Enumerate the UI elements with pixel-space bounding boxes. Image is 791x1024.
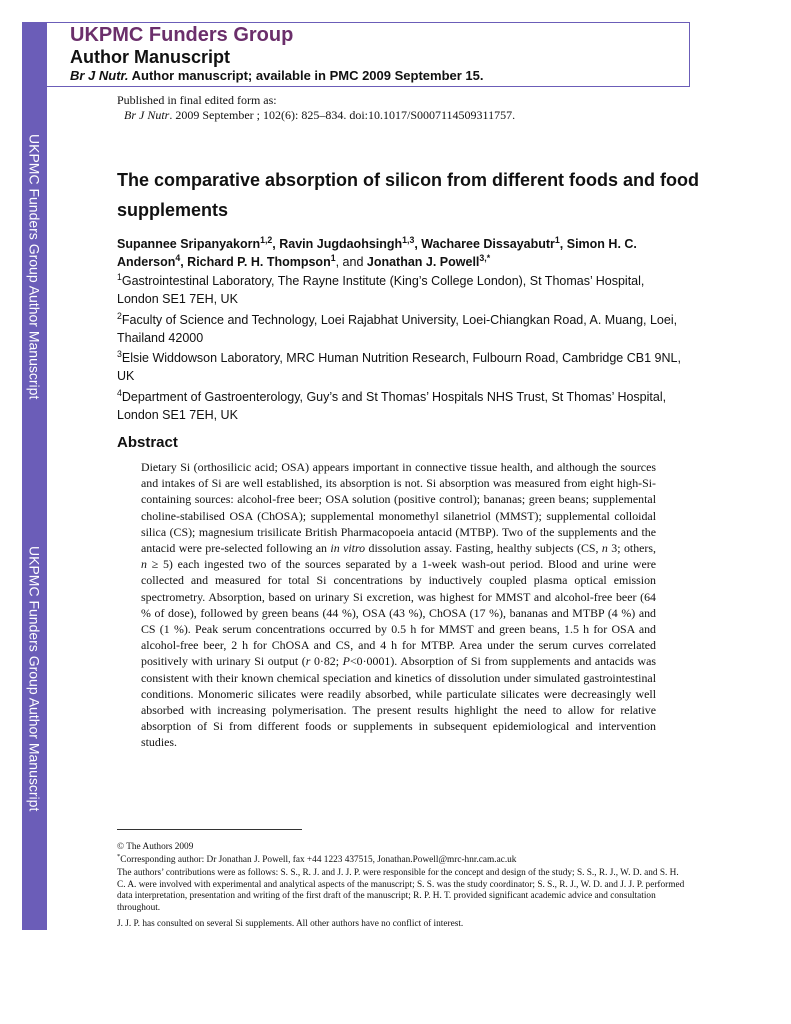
- published-details: . 2009 September ; 102(6): 825–834. doi:10.1017/S0007114509311757.: [169, 108, 516, 122]
- conflict-note: J. J. P. has consulted on several Si supplements. All other authors have no conflict of interest.: [117, 919, 464, 929]
- author-name: Jonathan J. Powell: [366, 255, 480, 269]
- left-sidebar-band: [22, 22, 47, 930]
- author-name: Wacharee Dissayabutr: [421, 237, 555, 251]
- abstract-body: Dietary Si (orthosilicic acid; OSA) appears important in connective tissue health, and although the sources and intakes of Si are well established, its absorption is not. Si absorption was measured from eight high-Si-containing sources: alcohol-free beer; OSA solution (positive control); bananas; green beans; supplemental choline-stabilised OSA (ChOSA); supplemental monomethyl silanetriol (MMST); supplemental colloidal silica (CS); magnesium trisilicate British Pharmacopoeia antacid (MTBP). Two of the supplements and the antacid were pre-selected following an in vitro dissolution assay. Fasting, healthy subjects (CS, n 3; others, n ≥ 5) each ingested two of the sources separated by a 1-week wash-out period. Blood and urine were collected and measured for total Si concentrations by inductively coupled plasma optical emission spectrometry. Absorption, based on urinary Si excretion, was highest for MMST and alcohol-free beer (64 % of dose), followed by green beans (44 %), OSA (43 %), ChOSA (17 %), bananas and MTBP (4 %) and CS (1 %). Peak serum concentrations occurred by 0.5 h for MMST and green beans, 1.5 h for OSA and alcohol-free beer, 2 h for ChOSA and CS, and 4 h for MTBP. Area under the serum curves correlated positively with urinary Si output (r 0·82; P<0·0001). Absorption of Si from supplements and antacids was consistent with their known chemical speciation and kinetics of dissolution under simulated gastrointestinal conditions. Monomeric silicates were readily absorbed, while particulate silicates were decreasingly well absorbed with increasing polymerisation. The present results highlight the need to allow for relative absorption of Si from different foods or supplements in subsequent epidemiological and intervention studies.: [141, 460, 656, 750]
- sidebar-label-top: UKPMC Funders Group Author Manuscript: [26, 134, 43, 400]
- published-journal: Br J Nutr: [124, 108, 170, 122]
- author-sup: 3,*: [479, 252, 491, 263]
- funders-group-title: UKPMC Funders Group: [70, 24, 294, 46]
- affiliation: $^3$Elsie Widdowson Laboratory, MRC Human Nutrition Research, Fulbourn Road, Cambridge CB1 9NL, UK: [117, 348, 681, 383]
- author-sup: 1: [554, 234, 560, 245]
- header-journal: Br J Nutr.: [70, 68, 129, 83]
- author-sup: 1: [330, 252, 336, 263]
- author-name: Richard P. H. Thompson: [187, 255, 331, 269]
- article-title: The comparative absorption of silicon from different foods and food supplements: [117, 170, 700, 220]
- affiliation: $^2$Faculty of Science and Technology, Loei Rajabhat University, Loei-Chiangkan Road, A. Muang, Loei, Thailand 42000: [117, 310, 678, 345]
- author-list: Supannee Sripanyakorn$^{1,2}$, Ravin Jugdaohsingh$^{1,3}$, Wacharee Dissayabutr$^1$, Simon H. C. Anderson$^4$, Richard P. H. Thompson$^1$, and Jonathan J. Powell$^{3,*}$: [117, 234, 637, 269]
- availability-line: [70, 68, 483, 83]
- corresponding-author-note: *Corresponding author: Dr Jonathan J. Powell, fax +44 1223 437515, Jonathan.Powell@mrc-hnr.cam.ac.uk: [117, 852, 517, 865]
- manuscript-type: Author Manuscript: [70, 47, 230, 67]
- affiliation: $^4$Department of Gastroenterology, Guy’s and St Thomas’ Hospitals NHS Trust, St Thomas’ Hospital, London SE1 7EH, UK: [117, 387, 667, 422]
- contributions-note: The authors’ contributions were as follows: S. S., R. J. and J. J. P. were responsible for the concept and design of the study; S. S., R. J., W. D. and S. H. C. A. were involved with experimental and analytical aspects of the manuscript; S. S. was the study coordinator; S. S., R. J., W. D. and J. J. P. performed data interpretation, presentation and writing of the first draft of the manuscript; R. P. H. T. provided significant academic advice and consultation throughout.: [117, 868, 685, 913]
- author-name: Supannee Sripanyakorn: [117, 237, 261, 251]
- author-sup: 4: [175, 252, 181, 263]
- footnote-divider: [117, 829, 302, 830]
- author-name: Simon H. C. Anderson: [117, 237, 637, 269]
- published-label: Published in final edited form as:: [117, 93, 277, 107]
- published-citation: [124, 108, 515, 123]
- author-name: Ravin Jugdaohsingh: [279, 237, 403, 251]
- abstract-heading: Abstract: [117, 434, 178, 451]
- copyright-note: © The Authors 2009: [117, 842, 194, 852]
- sidebar-label-bottom: UKPMC Funders Group Author Manuscript: [26, 546, 43, 812]
- author-sup: 1,3: [402, 234, 415, 245]
- affiliation: $^1$Gastrointestinal Laboratory, The Rayne Institute (King’s College London), St Thomas’ Hospital, London SE1 7EH, UK: [117, 271, 645, 306]
- author-sup: 1,2: [260, 234, 273, 245]
- header-availability: Author manuscript; available in PMC 2009 September 15.: [128, 68, 484, 83]
